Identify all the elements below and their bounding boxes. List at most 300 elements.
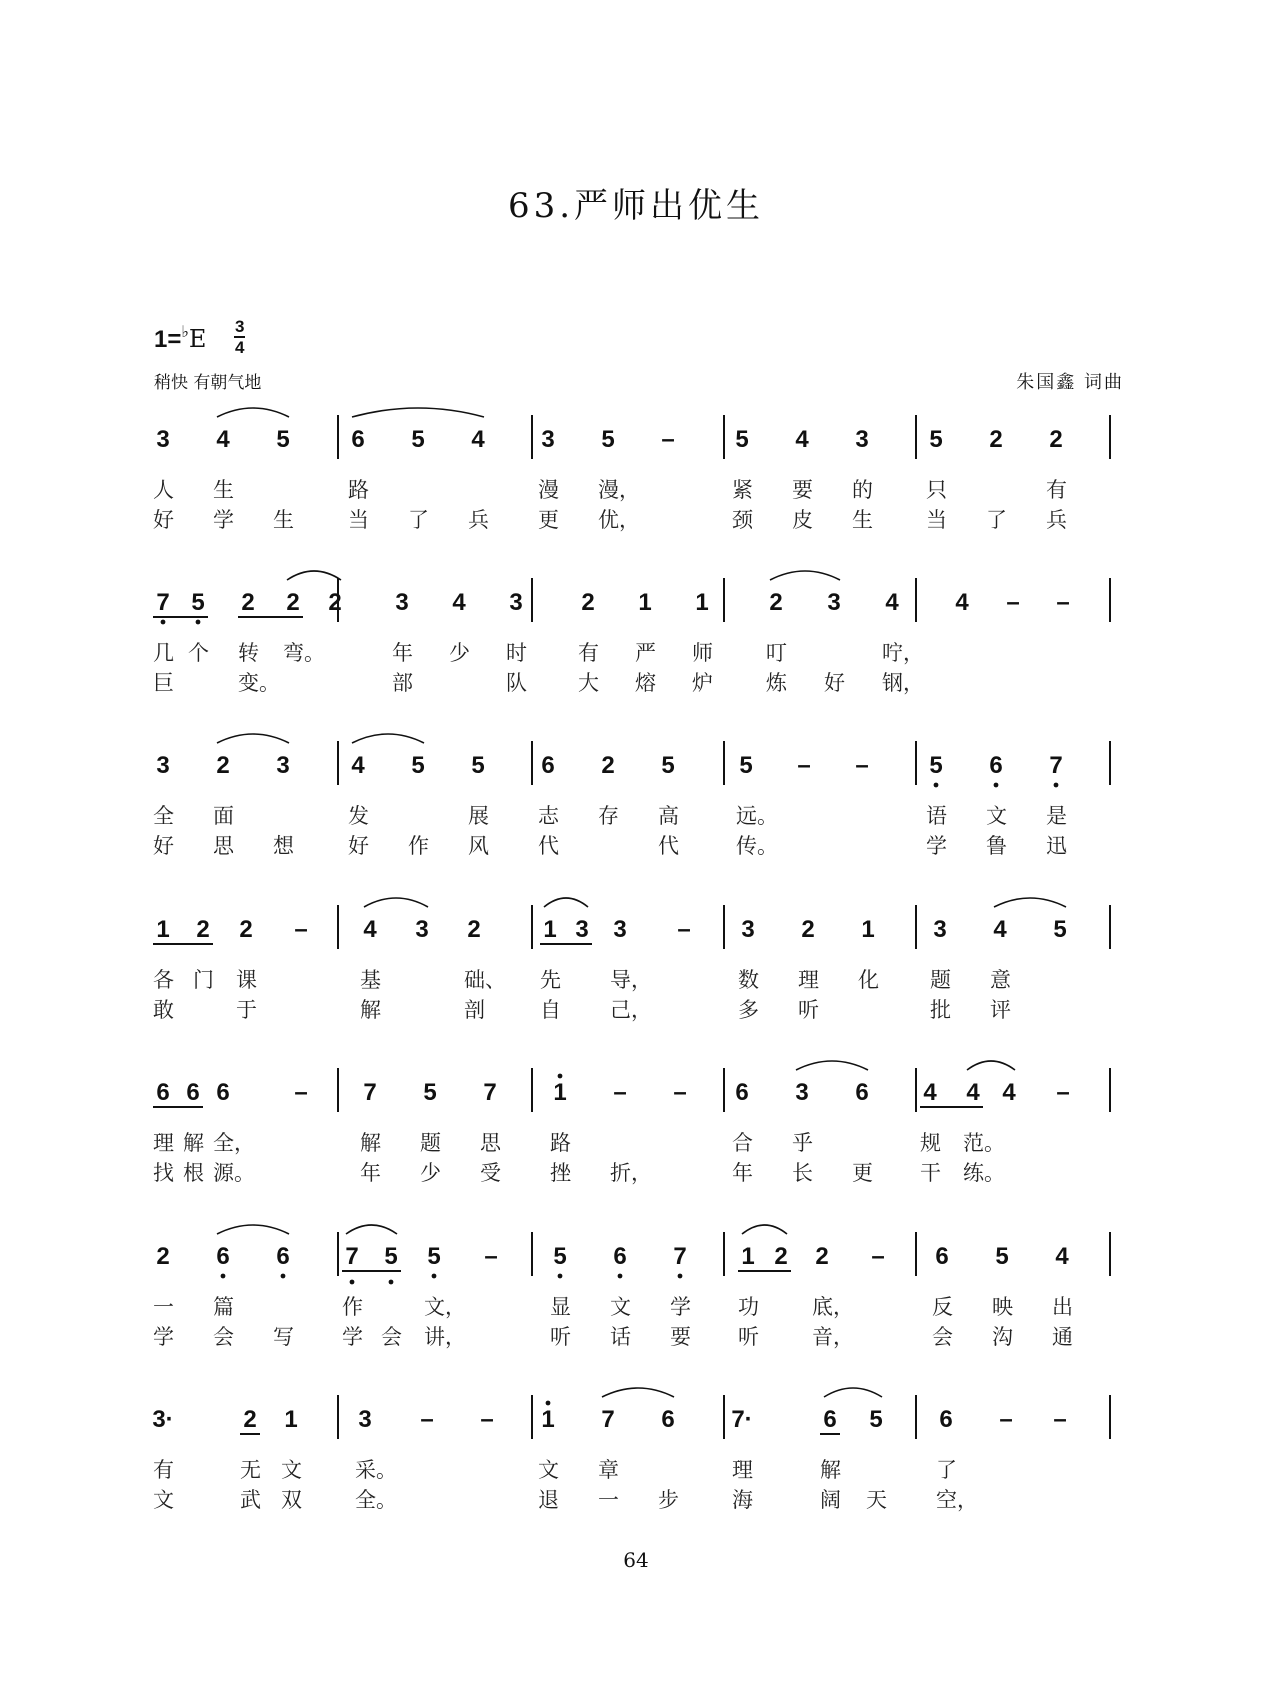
note: 5 <box>276 426 290 453</box>
note: 6 <box>156 1079 170 1106</box>
lyric-verse-1: 各 <box>153 968 174 992</box>
lyric-verse-2: 变。 <box>238 671 280 695</box>
slur <box>770 571 840 580</box>
lower-octave-dot <box>618 1274 623 1279</box>
note: 4 <box>452 589 466 616</box>
lyric-verse-1: 作 <box>342 1295 363 1319</box>
upper-octave-dot <box>546 1401 551 1406</box>
lyric-verse-2: 当 <box>926 508 947 532</box>
lyric-verse-2: 少 <box>420 1161 441 1185</box>
lyric-verse-2: 优， <box>598 508 640 532</box>
lyric-verse-1: 志 <box>538 804 559 828</box>
note: 5 <box>735 426 749 453</box>
lyric-verse-2: 作 <box>408 834 429 858</box>
note: 4 <box>216 426 230 453</box>
lyric-verse-1: 咛， <box>882 641 924 665</box>
lyric-verse-2: 好 <box>824 671 845 695</box>
lyric-verse-1: 有 <box>1046 478 1067 502</box>
lyric-verse-1: 路 <box>550 1131 571 1155</box>
sustain-dash: – <box>294 916 308 943</box>
lyric-verse-2: 自 <box>540 998 561 1022</box>
lyric-verse-1: 的 <box>852 478 873 502</box>
note: 2 <box>241 589 255 616</box>
note: 4 <box>1002 1079 1016 1106</box>
sustain-dash: – <box>673 1079 687 1106</box>
lyric-verse-2: 鲁 <box>986 834 1007 858</box>
lyric-verse-2: 熔 <box>635 671 656 695</box>
note: 1 <box>543 916 557 943</box>
lyric-verse-1: 少 <box>449 641 470 665</box>
lyric-verse-1: 转 <box>238 641 259 665</box>
note: 4 <box>966 1079 980 1106</box>
meter-denominator: 4 <box>235 338 245 357</box>
sustain-dash: – <box>999 1406 1013 1433</box>
slur <box>352 408 484 417</box>
lyric-verse-2: 想 <box>273 834 294 858</box>
lyric-verse-2: 思 <box>213 834 234 858</box>
lyric-verse-1: 数 <box>738 968 759 992</box>
lyric-verse-2: 迅 <box>1046 834 1067 858</box>
lyric-verse-2: 听 <box>738 1325 759 1349</box>
sustain-dash: – <box>420 1406 434 1433</box>
lyric-verse-1: 功 <box>738 1295 759 1319</box>
sustain-dash: – <box>661 426 675 453</box>
note: 4 <box>923 1079 937 1106</box>
lyric-verse-2: 空， <box>936 1488 978 1512</box>
note: 7 <box>345 1243 359 1270</box>
note: 3· <box>152 1406 174 1433</box>
slur <box>287 571 341 580</box>
lyric-verse-1: 路 <box>348 478 369 502</box>
page-number: 64 <box>623 1548 649 1572</box>
note: 6 <box>541 752 555 779</box>
slur <box>352 734 424 743</box>
note: 3 <box>741 916 755 943</box>
note: 4 <box>955 589 969 616</box>
note: 4 <box>885 589 899 616</box>
note: 4 <box>351 752 365 779</box>
note: 5 <box>411 426 425 453</box>
lyric-verse-1: 出 <box>1052 1295 1073 1319</box>
sustain-dash: – <box>797 752 811 779</box>
note: 3 <box>855 426 869 453</box>
composer-credit: 朱国鑫 词曲 <box>1016 372 1124 393</box>
lower-octave-dot <box>1054 783 1059 788</box>
tempo-marking: 稍快 有朝气地 <box>154 373 262 393</box>
lyric-verse-1: 时 <box>506 641 527 665</box>
lyric-verse-1: 理 <box>732 1458 753 1482</box>
note: 5 <box>471 752 485 779</box>
slur <box>217 734 289 743</box>
note: 6 <box>613 1243 627 1270</box>
lyric-verse-1: 全 <box>153 804 174 828</box>
lyric-verse-1: 面 <box>213 804 234 828</box>
note: 5 <box>739 752 753 779</box>
lyric-verse-1: 基 <box>360 968 381 992</box>
lower-octave-dot <box>678 1274 683 1279</box>
lyric-verse-2: 代 <box>538 834 559 858</box>
lyric-verse-1: 漫 <box>538 478 559 502</box>
note: 5 <box>423 1079 437 1106</box>
note: 3 <box>415 916 429 943</box>
lyric-verse-1: 础、 <box>464 968 506 992</box>
note: 5 <box>929 752 943 779</box>
slur <box>346 1225 397 1234</box>
lyric-verse-1: 篇 <box>213 1295 234 1319</box>
lyric-verse-2: 要 <box>670 1325 691 1349</box>
slur <box>994 898 1066 907</box>
score-line <box>153 734 1110 858</box>
lyric-verse-1: 底， <box>812 1295 854 1319</box>
lyric-verse-2: 部 <box>392 671 413 695</box>
note: 5 <box>191 589 205 616</box>
key-note: E <box>188 325 207 353</box>
lyric-verse-1: 文 <box>986 804 1007 828</box>
note: 2 <box>196 916 210 943</box>
note: 6 <box>216 1079 230 1106</box>
lyric-verse-1: 理 <box>798 968 819 992</box>
sustain-dash: – <box>855 752 869 779</box>
note: 6 <box>939 1406 953 1433</box>
lyric-verse-2: 根 <box>183 1161 204 1185</box>
score-line <box>153 898 1110 1023</box>
lyric-verse-2: 会 <box>381 1325 402 1349</box>
sustain-dash: – <box>1053 1406 1067 1433</box>
note: 4 <box>993 916 1007 943</box>
lyric-verse-2: 炉 <box>692 671 713 695</box>
lyric-verse-1: 年 <box>392 641 413 665</box>
lower-octave-dot <box>432 1274 437 1279</box>
sustain-dash: – <box>677 916 691 943</box>
score-line <box>152 1388 1110 1513</box>
note: 2 <box>286 589 300 616</box>
lyric-verse-1: 先 <box>540 968 561 992</box>
note: 2 <box>774 1243 788 1270</box>
lyric-verse-2: 于 <box>236 998 257 1022</box>
lyric-verse-1: 高 <box>658 804 679 828</box>
lyric-verse-1: 了 <box>936 1458 957 1482</box>
note: 2 <box>1049 426 1063 453</box>
lyric-verse-1: 远。 <box>736 804 778 828</box>
lyric-verse-1: 显 <box>550 1295 571 1319</box>
lyric-verse-1: 意 <box>990 968 1011 992</box>
note: 3 <box>156 426 170 453</box>
lyric-verse-1: 文 <box>610 1295 631 1319</box>
flat-sign: ♭ <box>181 324 189 341</box>
lyric-verse-1: 漫， <box>598 478 640 502</box>
note: 3 <box>827 589 841 616</box>
note: 1 <box>541 1406 555 1433</box>
lyric-verse-2: 好 <box>153 834 174 858</box>
lyric-verse-2: 批 <box>930 998 951 1022</box>
lyric-verse-1: 合 <box>732 1131 753 1155</box>
note: 2 <box>467 916 481 943</box>
lower-octave-dot <box>934 783 939 788</box>
note: 1 <box>695 589 709 616</box>
lyric-verse-1: 文 <box>281 1458 302 1482</box>
lyric-verse-2: 话 <box>610 1325 631 1349</box>
note: 1 <box>861 916 875 943</box>
lyric-verse-1: 文， <box>424 1295 466 1319</box>
note: 2 <box>581 589 595 616</box>
upper-octave-dot <box>558 1074 563 1079</box>
lyric-verse-1: 门 <box>193 968 214 992</box>
lyric-verse-1: 解 <box>183 1131 204 1155</box>
lyric-verse-2: 代 <box>658 834 679 858</box>
lyric-verse-1: 映 <box>992 1295 1013 1319</box>
slur <box>742 1225 787 1234</box>
score-line <box>153 571 1110 696</box>
slur <box>364 898 428 907</box>
note: 5 <box>869 1406 883 1433</box>
lyric-verse-2: 双 <box>281 1488 302 1512</box>
lyric-verse-2: 退 <box>538 1488 559 1512</box>
lyric-verse-2: 会 <box>932 1325 953 1349</box>
lyric-verse-2: 音， <box>812 1325 854 1349</box>
lyric-verse-1: 文 <box>538 1458 559 1482</box>
lyric-verse-1: 题 <box>930 968 951 992</box>
note: 2 <box>989 426 1003 453</box>
lyric-verse-2: 讲， <box>424 1325 466 1349</box>
lower-octave-dot <box>196 620 201 625</box>
note: 2 <box>239 916 253 943</box>
note: 6 <box>186 1079 200 1106</box>
lyric-verse-2: 传。 <box>736 834 778 858</box>
note: 5 <box>929 426 943 453</box>
song-title: 63.严师出优生 <box>507 186 765 226</box>
lyric-verse-1: 范。 <box>963 1131 1005 1155</box>
lyric-verse-1: 生 <box>213 478 234 502</box>
note: 7· <box>731 1406 753 1433</box>
lyric-verse-1: 乎 <box>792 1131 813 1155</box>
note: 6 <box>823 1406 837 1433</box>
note: 3 <box>276 752 290 779</box>
lower-octave-dot <box>558 1274 563 1279</box>
lower-octave-dot <box>221 1274 226 1279</box>
slur <box>217 408 289 417</box>
note: 2 <box>801 916 815 943</box>
lyric-verse-2: 皮 <box>792 508 813 532</box>
note: 6 <box>216 1243 230 1270</box>
score-line <box>153 1061 1110 1186</box>
sustain-dash: – <box>484 1243 498 1270</box>
lyric-verse-2: 队 <box>506 671 527 695</box>
lyric-verse-2: 练。 <box>963 1161 1005 1185</box>
note: 3 <box>395 589 409 616</box>
lyric-verse-1: 展 <box>468 804 489 828</box>
note: 2 <box>601 752 615 779</box>
note: 6 <box>735 1079 749 1106</box>
lyric-verse-1: 个 <box>188 641 209 665</box>
slur <box>967 1061 1015 1070</box>
lyric-verse-2: 听 <box>798 998 819 1022</box>
note: 2 <box>243 1406 257 1433</box>
note: 5 <box>1053 916 1067 943</box>
note: 7 <box>1049 752 1063 779</box>
lyric-verse-1: 理 <box>153 1131 174 1155</box>
note: 5 <box>553 1243 567 1270</box>
lyric-verse-1: 几 <box>153 641 174 665</box>
lyric-verse-1: 师 <box>692 641 713 665</box>
note: 7 <box>601 1406 615 1433</box>
lyric-verse-2: 大 <box>578 671 599 695</box>
lyric-verse-2: 阔 <box>820 1488 841 1512</box>
note: 7 <box>363 1079 377 1106</box>
lyric-verse-2: 全。 <box>355 1488 397 1512</box>
lyric-verse-2: 沟 <box>992 1325 1013 1349</box>
score-line <box>153 1225 1110 1350</box>
lyric-verse-2: 更 <box>852 1161 873 1185</box>
lyric-verse-1: 语 <box>926 804 947 828</box>
lyric-verse-2: 了 <box>408 508 429 532</box>
lyric-verse-1: 导， <box>610 968 652 992</box>
lyric-verse-2: 解 <box>360 998 381 1022</box>
sustain-dash: – <box>1006 589 1020 616</box>
note: 2 <box>216 752 230 779</box>
lyric-verse-2: 步 <box>658 1488 679 1512</box>
lyric-verse-2: 了 <box>986 508 1007 532</box>
lyric-verse-2: 会 <box>213 1325 234 1349</box>
lyric-verse-2: 干 <box>920 1161 941 1185</box>
lyric-verse-1: 存 <box>598 804 619 828</box>
lyric-verse-2: 风 <box>468 834 489 858</box>
lyric-verse-2: 受 <box>480 1161 501 1185</box>
note: 6 <box>855 1079 869 1106</box>
lyric-verse-1: 是 <box>1046 804 1067 828</box>
lyric-verse-2: 剖 <box>464 998 485 1022</box>
note: 6 <box>989 752 1003 779</box>
lyric-verse-2: 学 <box>213 508 234 532</box>
lyric-verse-1: 采。 <box>355 1458 397 1482</box>
sustain-dash: – <box>294 1079 308 1106</box>
note: 3 <box>509 589 523 616</box>
note: 2 <box>769 589 783 616</box>
lyric-verse-2: 源。 <box>213 1161 255 1185</box>
lyric-verse-1: 严 <box>635 641 656 665</box>
sustain-dash: – <box>871 1243 885 1270</box>
note: 1 <box>741 1243 755 1270</box>
sustain-dash: – <box>1056 1079 1070 1106</box>
note: 7 <box>156 589 170 616</box>
lyric-verse-2: 学 <box>153 1325 174 1349</box>
note: 1 <box>553 1079 567 1106</box>
lyric-verse-2: 学 <box>926 834 947 858</box>
lyric-verse-1: 解 <box>820 1458 841 1482</box>
lyric-verse-1: 叮 <box>766 641 787 665</box>
lyric-verse-2: 钢， <box>882 671 924 695</box>
lyric-verse-2: 炼 <box>766 671 787 695</box>
lyric-verse-1: 紧 <box>732 478 753 502</box>
note: 5 <box>411 752 425 779</box>
note: 5 <box>601 426 615 453</box>
lyric-verse-2: 天 <box>866 1488 887 1512</box>
key-prefix: 1= <box>154 326 182 353</box>
sustain-dash: – <box>1056 589 1070 616</box>
lower-octave-dot <box>281 1274 286 1279</box>
lyric-verse-2: 当 <box>348 508 369 532</box>
note: 7 <box>483 1079 497 1106</box>
lyric-verse-2: 好 <box>348 834 369 858</box>
note: 1 <box>638 589 652 616</box>
lyric-verse-2: 生 <box>852 508 873 532</box>
lower-octave-dot <box>161 620 166 625</box>
lyric-verse-2: 挫 <box>550 1161 571 1185</box>
lyric-verse-1: 解 <box>360 1131 381 1155</box>
note: 6 <box>276 1243 290 1270</box>
slur <box>544 898 588 907</box>
lyric-verse-1: 发 <box>348 804 369 828</box>
lyric-verse-1: 全， <box>213 1131 255 1155</box>
lower-octave-dot <box>994 783 999 788</box>
lyric-verse-2: 武 <box>240 1488 261 1512</box>
lyric-verse-2: 找 <box>153 1161 174 1185</box>
lyric-verse-2: 海 <box>732 1488 753 1512</box>
note: 6 <box>935 1243 949 1270</box>
lyric-verse-2: 颈 <box>732 508 753 532</box>
lyric-verse-2: 好 <box>153 508 174 532</box>
lyric-verse-2: 评 <box>990 998 1011 1022</box>
lyric-verse-2: 兵 <box>468 508 489 532</box>
note: 3 <box>358 1406 372 1433</box>
lyric-verse-1: 题 <box>420 1131 441 1155</box>
lyric-verse-2: 通 <box>1052 1325 1073 1349</box>
note: 6 <box>351 426 365 453</box>
lyric-verse-2: 长 <box>792 1161 813 1185</box>
lyric-verse-2: 听 <box>550 1325 571 1349</box>
meter-numerator: 3 <box>235 317 245 336</box>
lyric-verse-1: 要 <box>792 478 813 502</box>
note: 1 <box>284 1406 298 1433</box>
slur <box>602 1388 674 1397</box>
note: 5 <box>384 1243 398 1270</box>
note: 6 <box>661 1406 675 1433</box>
lyric-verse-2: 一 <box>598 1488 619 1512</box>
lyric-verse-1: 有 <box>578 641 599 665</box>
lyric-verse-1: 只 <box>926 478 947 502</box>
note: 3 <box>541 426 555 453</box>
lyric-verse-2: 年 <box>732 1161 753 1185</box>
slur <box>796 1061 868 1070</box>
lyric-verse-2: 巨 <box>153 671 174 695</box>
note: 3 <box>933 916 947 943</box>
lyric-verse-2: 折， <box>610 1161 652 1185</box>
slur <box>217 1225 289 1234</box>
lyric-verse-1: 反 <box>932 1295 953 1319</box>
lyric-verse-1: 课 <box>236 968 257 992</box>
lyric-verse-2: 生 <box>273 508 294 532</box>
sustain-dash: – <box>613 1079 627 1106</box>
lyric-verse-2: 敢 <box>153 998 174 1022</box>
slur <box>824 1388 882 1397</box>
note: 2 <box>815 1243 829 1270</box>
lyric-verse-2: 文 <box>153 1488 174 1512</box>
note: 2 <box>156 1243 170 1270</box>
lyric-verse-2: 更 <box>538 508 559 532</box>
note: 4 <box>363 916 377 943</box>
note: 5 <box>995 1243 1009 1270</box>
score-line <box>153 408 1110 533</box>
lyric-verse-1: 一 <box>153 1295 174 1319</box>
note: 5 <box>427 1243 441 1270</box>
lyric-verse-1: 思 <box>480 1131 501 1155</box>
lyric-verse-1: 弯。 <box>283 641 325 665</box>
note: 3 <box>156 752 170 779</box>
note: 3 <box>795 1079 809 1106</box>
note: 3 <box>575 916 589 943</box>
lyric-verse-2: 写 <box>273 1325 294 1349</box>
note: 1 <box>156 916 170 943</box>
lyric-verse-1: 章 <box>598 1458 619 1482</box>
